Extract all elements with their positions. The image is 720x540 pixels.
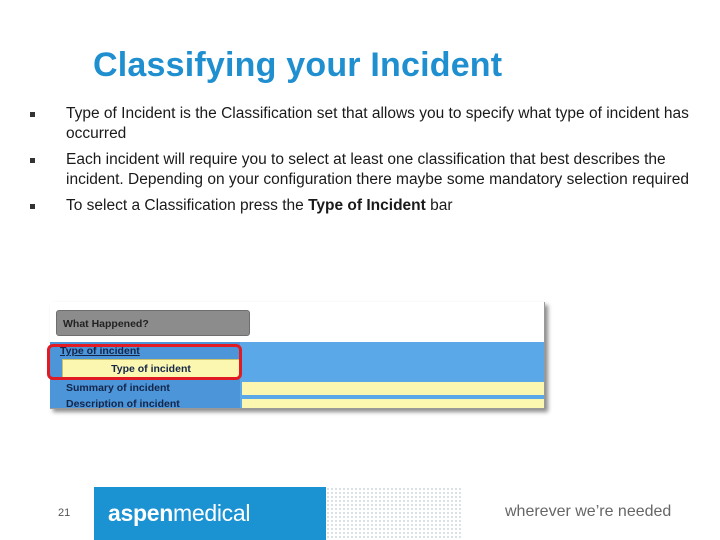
description-input[interactable] [242,399,544,409]
highlight-box [47,344,242,380]
bullet-square-icon [30,112,35,117]
footer-tagline: wherever we’re needed [505,503,672,520]
page-number: 21 [58,507,71,519]
aspen-medical-logo [108,500,250,527]
bullet-list [30,104,690,222]
type-of-incident-link[interactable]: Type of incident [60,345,140,357]
summary-label: Summary of incident [66,382,170,394]
bullet-text: Type of Incident is the Classification set that allows you to specify what type of incident has occurred [66,105,689,142]
slide-title: Classifying your Incident [93,46,503,84]
bullet-square-icon [30,158,35,163]
type-of-incident-button[interactable]: Type of incident [62,359,240,379]
bullet-text: Each incident will require you to select at least one classification that best describes the incident. Depending on your configuration there maybe some mandatory selection required [66,151,689,188]
bullet-text-prefix: To select a Classification press the [66,197,309,214]
description-label: Description of incident [66,398,180,409]
logo-regular-text: medical [172,500,251,526]
footer-dot-pattern [326,487,462,540]
bullet-item [30,150,690,190]
what-happened-header[interactable]: What Happened? [56,310,250,336]
bullet-item [30,196,690,216]
bullet-text-suffix: bar [425,197,453,214]
summary-input[interactable] [242,382,544,395]
logo-bold-text: aspen [108,500,173,526]
bullet-text-bold: Type of Incident [308,197,426,214]
bullet-item [30,104,690,144]
bullet-square-icon [30,204,35,209]
